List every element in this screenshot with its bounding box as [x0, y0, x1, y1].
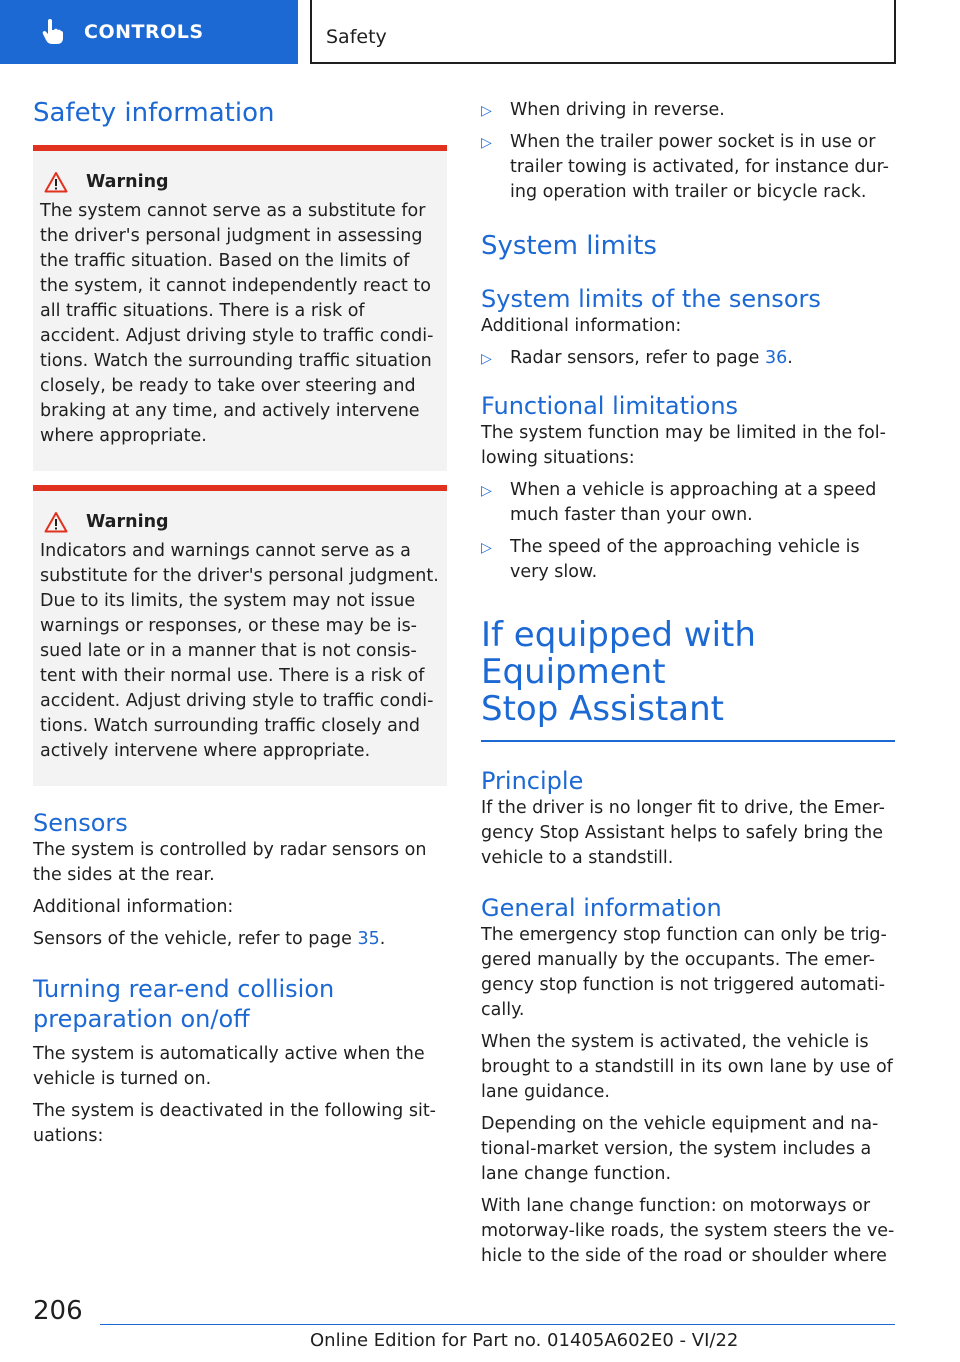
edition-text: Online Edition for Part no. 01405A602E0 - VI/22	[310, 1330, 739, 1351]
turning-heading: Turning rear-end collision preparation on/off	[33, 975, 335, 1033]
section-tab[interactable]	[0, 0, 298, 64]
topic-label: Safety	[326, 26, 387, 48]
page-number: 206	[33, 1296, 83, 1326]
list-item: ▷ Radar sensors, refer to page 36.	[481, 346, 895, 371]
bullet-triangle-icon: ▷	[481, 540, 492, 556]
warning-box	[33, 145, 447, 471]
page-link[interactable]: 36	[765, 348, 788, 368]
turning-paragraph: The system is automatically active when the vehicle is turned on.	[33, 1044, 425, 1089]
principle-heading: Principle	[481, 767, 584, 795]
equipment-stop-assistant-heading: If equipped with Equipment Stop Assistant	[481, 615, 756, 729]
sensors-paragraph: Additional information:	[33, 897, 234, 917]
deactivation-list	[481, 98, 895, 205]
right-column	[481, 98, 895, 1269]
footer-divider	[100, 1324, 895, 1325]
bullet-triangle-icon: ▷	[481, 351, 492, 367]
turning-paragraph: The system is deactivated in the following sit- uations:	[33, 1101, 436, 1146]
general-paragraph: Depending on the vehicle equipment and na- tional-market version, the system includes a lane change function.	[481, 1114, 879, 1184]
page-link[interactable]: 35	[357, 929, 380, 949]
section-label: CONTROLS	[84, 21, 204, 43]
bullet-triangle-icon: ▷	[481, 483, 492, 499]
sensor-limits-list	[481, 346, 895, 371]
sensor-limits-heading: System limits of the sensors	[481, 285, 821, 313]
list-item: ▷ When driving in reverse.	[481, 98, 895, 123]
bullet-triangle-icon: ▷	[481, 103, 492, 119]
warning-triangle-icon	[44, 171, 68, 193]
left-column	[33, 98, 447, 1149]
warning-box	[33, 485, 447, 786]
hand-pointer-icon	[42, 19, 64, 45]
warning-title: Warning	[86, 172, 169, 192]
sensors-paragraph: The system is controlled by radar sensors on the sides at the rear.	[33, 840, 427, 885]
functional-limitations-list	[481, 478, 895, 585]
general-paragraph: The emergency stop function can only be trig- gered manually by the occupants. The emer- gency stop function is not triggered automati- cally.	[481, 925, 887, 1020]
general-paragraph: When the system is activated, the vehicle is brought to a standstill in its own lane by use of lane guidance.	[481, 1032, 893, 1102]
functional-limitations-paragraph: The system function may be limited in the fol- lowing situations:	[481, 423, 886, 468]
principle-paragraph: If the driver is no longer fit to drive, the Emer- gency Stop Assistant helps to safely bring the vehicle to a standstill.	[481, 798, 885, 868]
list-item: ▷ When a vehicle is approaching at a speed much faster than your own.	[481, 480, 877, 525]
functional-limitations-heading: Functional limitations	[481, 392, 739, 420]
list-item: ▷ The speed of the approaching vehicle is very slow.	[481, 537, 860, 582]
sensors-heading: Sensors	[33, 809, 128, 837]
general-information-heading: General information	[481, 894, 722, 922]
heading-divider	[481, 740, 895, 742]
warning-triangle-icon	[44, 511, 68, 533]
system-limits-heading: System limits	[481, 231, 657, 261]
list-item: ▷ When the trailer power socket is in use or trailer towing is activated, for instance dur- ing operation with trailer or bicycle rack.	[481, 132, 890, 202]
warning-text: The system cannot serve as a substitute for the driver's personal judgment in assessing the traffic situation. Based on the limits of the system, it cannot independently react to all traffic situations. There is a risk of accident. Adjust driving style to traffic condi- tions. Watch the surrounding traffic situation closely, be ready to take over steering and braking at any time, and actively intervene where appropriate.	[40, 201, 434, 446]
topic-header	[310, 0, 896, 64]
warning-title: Warning	[86, 512, 169, 532]
bullet-triangle-icon: ▷	[481, 135, 492, 151]
sensors-reference: Sensors of the vehicle, refer to page 35.	[33, 929, 386, 949]
sensor-limits-paragraph: Additional information:	[481, 316, 682, 336]
general-paragraph: With lane change function: on motorways or motorway-like roads, the system steers the ve- hicle to the side of the road or shoulder where	[481, 1196, 895, 1266]
warning-text: Indicators and warnings cannot serve as a substitute for the driver's personal judgment. Due to its limits, the system may not issue warnings or responses, or these may be is- sued late or in a manner that is not consis- tent with their normal use. There is a risk of accident. Adjust driving style to traffic condi- tions. Watch surrounding traffic closely and actively intervene where appropriate.	[40, 541, 439, 761]
safety-information-heading: Safety information	[33, 98, 275, 128]
